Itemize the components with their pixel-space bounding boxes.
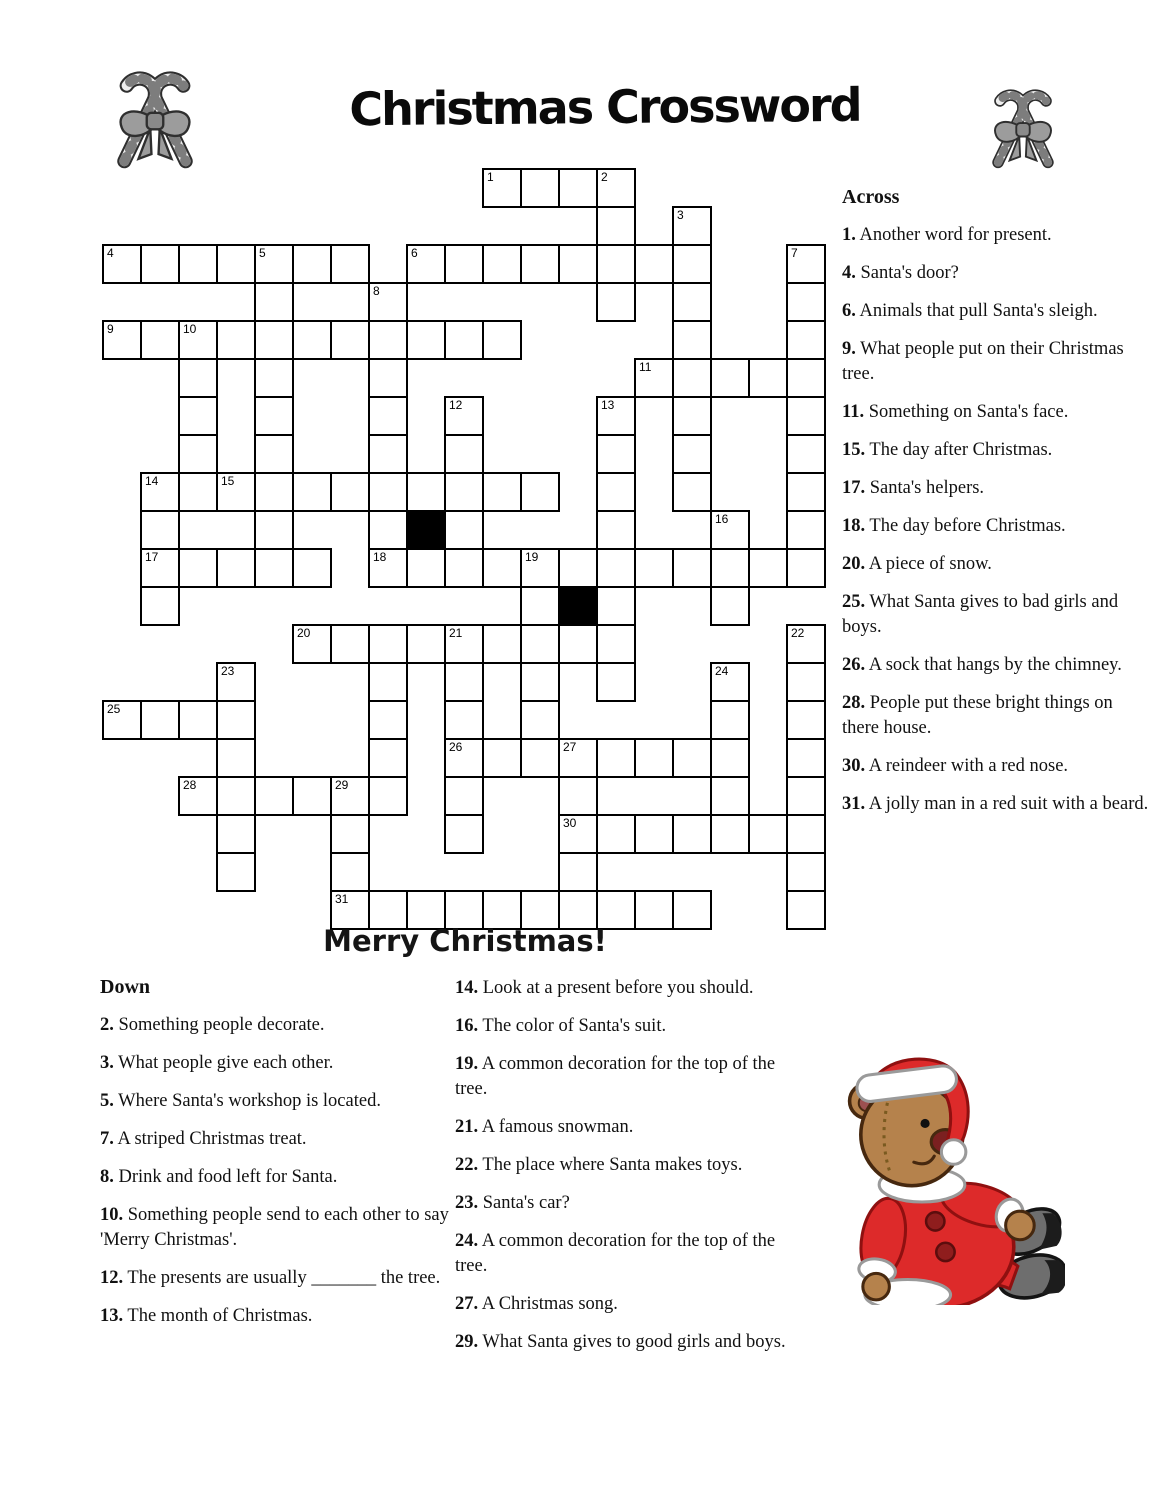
- cell-number: 11: [639, 360, 652, 374]
- clue-item: 1. Another word for present.: [842, 225, 1052, 245]
- clue-item: 21. A famous snowman.: [455, 1117, 634, 1137]
- blocked-cell: [406, 510, 446, 550]
- grid-cell[interactable]: [330, 776, 370, 816]
- grid-cell[interactable]: [520, 548, 560, 588]
- grid-cell[interactable]: [444, 472, 484, 512]
- grid-cell[interactable]: [634, 358, 674, 398]
- grid-cell[interactable]: [254, 472, 294, 512]
- grid-cell[interactable]: [330, 472, 370, 512]
- cell-number: 5: [259, 246, 266, 260]
- cell-number: 16: [715, 512, 729, 526]
- grid-cell[interactable]: [368, 396, 408, 436]
- grid-cell[interactable]: [368, 358, 408, 398]
- grid-cell[interactable]: [482, 320, 522, 360]
- clue-item: 24. A common decoration for the top of the tree.: [455, 1231, 776, 1276]
- grid-cell[interactable]: [672, 548, 712, 588]
- grid-cell[interactable]: [254, 244, 294, 284]
- clue-item: 3. What people give each other.: [100, 1053, 334, 1073]
- grid-cell[interactable]: [368, 472, 408, 512]
- grid-cell[interactable]: [444, 738, 484, 778]
- cell-number: 1: [487, 170, 494, 184]
- grid-cell[interactable]: [710, 776, 750, 816]
- grid-cell[interactable]: [596, 206, 636, 246]
- grid-cell[interactable]: [786, 244, 826, 284]
- grid-cell[interactable]: [710, 358, 750, 398]
- grid-cell[interactable]: [672, 472, 712, 512]
- cell-number: 12: [449, 398, 463, 412]
- clue-item: 8. Drink and food left for Santa.: [100, 1167, 338, 1187]
- grid-cell[interactable]: [710, 510, 750, 550]
- grid-cell[interactable]: [406, 624, 446, 664]
- grid-cell[interactable]: [178, 700, 218, 740]
- grid-cell[interactable]: [596, 624, 636, 664]
- cell-number: 8: [373, 284, 380, 298]
- clue-item: 16. The color of Santa's suit.: [455, 1016, 667, 1036]
- cell-number: 28: [183, 778, 197, 792]
- grid-cell[interactable]: [786, 434, 826, 474]
- grid-cell[interactable]: [216, 548, 256, 588]
- grid-cell[interactable]: [786, 472, 826, 512]
- grid-cell[interactable]: [710, 700, 750, 740]
- cell-number: 24: [715, 664, 729, 678]
- cell-number: 31: [335, 892, 349, 906]
- clue-item: 19. A common decoration for the top of the tree.: [455, 1054, 776, 1099]
- cell-number: 26: [449, 740, 463, 754]
- cell-number: 22: [791, 626, 805, 640]
- cell-number: 7: [791, 246, 798, 260]
- grid-cell[interactable]: [216, 814, 256, 854]
- grid-cell[interactable]: [710, 814, 750, 854]
- cell-number: 23: [221, 664, 235, 678]
- cell-number: 2: [601, 170, 608, 184]
- grid-cell[interactable]: [368, 320, 408, 360]
- grid-cell[interactable]: [216, 320, 256, 360]
- clue-item: 12. The presents are usually _______ the tree.: [100, 1268, 441, 1288]
- grid-cell[interactable]: [596, 168, 636, 208]
- grid-cell[interactable]: [634, 738, 674, 778]
- cell-number: 19: [525, 550, 539, 564]
- grid-cell[interactable]: [330, 244, 370, 284]
- grid-cell[interactable]: [102, 244, 142, 284]
- grid-cell[interactable]: [672, 244, 712, 284]
- cell-number: 29: [335, 778, 349, 792]
- blocked-cell: [558, 586, 598, 626]
- grid-cell[interactable]: [634, 890, 674, 930]
- clue-item: 28. People put these bright things on there house.: [842, 693, 1113, 738]
- grid-cell[interactable]: [596, 396, 636, 436]
- grid-cell[interactable]: [482, 472, 522, 512]
- candy-canes-icon: [96, 55, 214, 178]
- grid-cell[interactable]: [368, 548, 408, 588]
- cell-number: 21: [449, 626, 463, 640]
- grid-cell[interactable]: [786, 548, 826, 588]
- grid-cell[interactable]: [634, 548, 674, 588]
- clue-item: 30. A reindeer with a red nose.: [842, 756, 1069, 776]
- grid-cell[interactable]: [368, 662, 408, 702]
- grid-cell[interactable]: [140, 700, 180, 740]
- grid-cell[interactable]: [672, 396, 712, 436]
- cell-number: 18: [373, 550, 387, 564]
- grid-cell[interactable]: [520, 624, 560, 664]
- grid-cell[interactable]: [520, 168, 560, 208]
- grid-cell[interactable]: [520, 586, 560, 626]
- grid-cell[interactable]: [444, 548, 484, 588]
- grid-cell[interactable]: [710, 738, 750, 778]
- grid-cell[interactable]: [292, 776, 332, 816]
- clue-item: 29. What Santa gives to good girls and boys.: [455, 1332, 786, 1352]
- grid-cell[interactable]: [368, 624, 408, 664]
- grid-cell[interactable]: [786, 814, 826, 854]
- grid-cell[interactable]: [368, 434, 408, 474]
- grid-cell[interactable]: [254, 548, 294, 588]
- grid-cell[interactable]: [178, 320, 218, 360]
- cell-number: 4: [107, 246, 114, 260]
- grid-cell[interactable]: [672, 434, 712, 474]
- grid-cell[interactable]: [520, 244, 560, 284]
- grid-cell[interactable]: [178, 244, 218, 284]
- grid-cell[interactable]: [102, 320, 142, 360]
- merry-christmas-text: Merry Christmas!: [323, 924, 607, 958]
- grid-cell[interactable]: [140, 472, 180, 512]
- teddy-bear-santa-icon: [830, 1050, 1065, 1310]
- grid-cell[interactable]: [596, 814, 636, 854]
- grid-cell[interactable]: [482, 548, 522, 588]
- clue-item: 17. Santa's helpers.: [842, 478, 985, 498]
- grid-cell[interactable]: [558, 738, 598, 778]
- cell-number: 6: [411, 246, 418, 260]
- grid-cell[interactable]: [520, 738, 560, 778]
- grid-cell[interactable]: [216, 700, 256, 740]
- grid-cell[interactable]: [292, 320, 332, 360]
- grid-cell[interactable]: [444, 662, 484, 702]
- grid-cell[interactable]: [140, 548, 180, 588]
- grid-cell[interactable]: [786, 358, 826, 398]
- across-header: Across: [842, 186, 900, 208]
- cell-number: 25: [107, 702, 121, 716]
- clue-item: 14. Look at a present before you should.: [455, 978, 754, 998]
- grid-cell[interactable]: [596, 548, 636, 588]
- grid-cell[interactable]: [596, 282, 636, 322]
- grid-cell[interactable]: [596, 472, 636, 512]
- grid-cell[interactable]: [634, 244, 674, 284]
- grid-cell[interactable]: [406, 548, 446, 588]
- clue-item: 23. Santa's car?: [455, 1193, 570, 1213]
- grid-cell[interactable]: [216, 738, 256, 778]
- cell-number: 17: [145, 550, 159, 564]
- clue-item: 2. Something people decorate.: [100, 1015, 325, 1035]
- grid-cell[interactable]: [558, 776, 598, 816]
- cell-number: 13: [601, 398, 615, 412]
- grid-cell[interactable]: [444, 396, 484, 436]
- grid-cell[interactable]: [140, 510, 180, 550]
- clue-item: 6. Animals that pull Santa's sleigh.: [842, 301, 1098, 321]
- down-clues-section-continued: [455, 976, 797, 1368]
- grid-cell[interactable]: [254, 776, 294, 816]
- grid-cell[interactable]: [178, 358, 218, 398]
- grid-cell[interactable]: [330, 320, 370, 360]
- grid-cell[interactable]: [672, 282, 712, 322]
- grid-cell[interactable]: [444, 624, 484, 664]
- grid-cell[interactable]: [140, 320, 180, 360]
- grid-cell[interactable]: [672, 814, 712, 854]
- grid-cell[interactable]: [178, 472, 218, 512]
- grid-cell[interactable]: [406, 320, 446, 360]
- grid-cell[interactable]: [444, 814, 484, 854]
- grid-cell[interactable]: [216, 662, 256, 702]
- grid-cell[interactable]: [596, 244, 636, 284]
- grid-cell[interactable]: [216, 472, 256, 512]
- cell-number: 3: [677, 208, 684, 222]
- grid-cell[interactable]: [786, 890, 826, 930]
- grid-cell[interactable]: [786, 320, 826, 360]
- grid-cell[interactable]: [102, 700, 142, 740]
- cell-number: 14: [145, 474, 159, 488]
- clue-item: 18. The day before Christmas.: [842, 516, 1066, 536]
- grid-cell[interactable]: [786, 662, 826, 702]
- grid-cell[interactable]: [672, 206, 712, 246]
- clue-item: 31. A jolly man in a red suit with a beard.: [842, 794, 1149, 814]
- grid-cell[interactable]: [558, 244, 598, 284]
- grid-cell[interactable]: [672, 358, 712, 398]
- clue-item: 11. Something on Santa's face.: [842, 402, 1069, 422]
- clue-item: 22. The place where Santa makes toys.: [455, 1155, 743, 1175]
- across-clues-section: [842, 186, 1154, 830]
- grid-cell[interactable]: [596, 738, 636, 778]
- grid-cell[interactable]: [482, 168, 522, 208]
- grid-cell[interactable]: [520, 472, 560, 512]
- grid-cell[interactable]: [558, 168, 598, 208]
- grid-cell[interactable]: [444, 776, 484, 816]
- grid-cell[interactable]: [710, 548, 750, 588]
- grid-cell[interactable]: [710, 662, 750, 702]
- grid-cell[interactable]: [254, 396, 294, 436]
- cell-number: 20: [297, 626, 311, 640]
- grid-cell[interactable]: [368, 700, 408, 740]
- candy-canes-icon: [975, 74, 1071, 179]
- grid-cell[interactable]: [368, 282, 408, 322]
- clue-item: 4. Santa's door?: [842, 263, 959, 283]
- grid-cell[interactable]: [254, 320, 294, 360]
- grid-cell[interactable]: [748, 548, 788, 588]
- cell-number: 27: [563, 740, 577, 754]
- clue-item: 20. A piece of snow.: [842, 554, 992, 574]
- grid-cell[interactable]: [558, 852, 598, 892]
- grid-cell[interactable]: [596, 434, 636, 474]
- grid-cell[interactable]: [520, 700, 560, 740]
- grid-cell[interactable]: [444, 700, 484, 740]
- grid-cell[interactable]: [748, 814, 788, 854]
- grid-cell[interactable]: [444, 510, 484, 550]
- cell-number: 9: [107, 322, 114, 336]
- grid-cell[interactable]: [140, 586, 180, 626]
- grid-cell[interactable]: [710, 586, 750, 626]
- grid-cell[interactable]: [292, 244, 332, 284]
- down-header: Down: [100, 976, 151, 998]
- grid-cell[interactable]: [558, 814, 598, 854]
- grid-cell[interactable]: [482, 738, 522, 778]
- grid-cell[interactable]: [368, 738, 408, 778]
- cell-number: 10: [183, 322, 197, 336]
- grid-cell[interactable]: [292, 472, 332, 512]
- grid-cell[interactable]: [558, 548, 598, 588]
- grid-cell[interactable]: [178, 548, 218, 588]
- grid-cell[interactable]: [178, 396, 218, 436]
- grid-cell[interactable]: [368, 510, 408, 550]
- clue-item: 5. Where Santa's workshop is located.: [100, 1091, 381, 1111]
- clue-item: 26. A sock that hangs by the chimney.: [842, 655, 1122, 675]
- grid-cell[interactable]: [254, 282, 294, 322]
- grid-cell[interactable]: [292, 548, 332, 588]
- grid-cell[interactable]: [330, 852, 370, 892]
- grid-cell[interactable]: [368, 776, 408, 816]
- clue-item: 13. The month of Christmas.: [100, 1306, 313, 1326]
- grid-cell[interactable]: [596, 586, 636, 626]
- grid-cell[interactable]: [330, 624, 370, 664]
- grid-cell[interactable]: [748, 358, 788, 398]
- grid-cell[interactable]: [634, 814, 674, 854]
- grid-cell[interactable]: [216, 244, 256, 284]
- grid-cell[interactable]: [444, 434, 484, 474]
- grid-cell[interactable]: [786, 852, 826, 892]
- cell-number: 30: [563, 816, 577, 830]
- grid-cell[interactable]: [216, 852, 256, 892]
- grid-cell[interactable]: [520, 662, 560, 702]
- grid-cell[interactable]: [444, 320, 484, 360]
- clue-item: 15. The day after Christmas.: [842, 440, 1053, 460]
- clue-item: 10. Something people send to each other to say 'Merry Christmas'.: [100, 1205, 449, 1250]
- grid-cell[interactable]: [482, 244, 522, 284]
- grid-cell[interactable]: [786, 396, 826, 436]
- grid-cell[interactable]: [672, 738, 712, 778]
- grid-cell[interactable]: [406, 244, 446, 284]
- grid-cell[interactable]: [558, 624, 598, 664]
- cell-number: 15: [221, 474, 235, 488]
- grid-cell[interactable]: [786, 738, 826, 778]
- grid-cell[interactable]: [596, 662, 636, 702]
- down-clue-list-col1: [100, 1013, 450, 1329]
- grid-cell[interactable]: [786, 624, 826, 664]
- grid-cell[interactable]: [444, 244, 484, 284]
- grid-cell[interactable]: [140, 244, 180, 284]
- grid-cell[interactable]: [786, 510, 826, 550]
- grid-cell[interactable]: [178, 776, 218, 816]
- grid-cell[interactable]: [482, 624, 522, 664]
- crossword-grid: [102, 168, 828, 932]
- grid-cell[interactable]: [672, 320, 712, 360]
- grid-cell[interactable]: [786, 700, 826, 740]
- page-title: Christmas Crossword: [349, 77, 861, 137]
- grid-cell[interactable]: [786, 776, 826, 816]
- clue-item: 27. A Christmas song.: [455, 1294, 618, 1314]
- down-clues-section: [100, 976, 450, 1342]
- grid-cell[interactable]: [596, 510, 636, 550]
- grid-cell[interactable]: [254, 510, 294, 550]
- grid-cell[interactable]: [254, 434, 294, 474]
- clue-item: 25. What Santa gives to bad girls and boys.: [842, 592, 1119, 637]
- clue-item: 9. What people put on their Christmas tree.: [842, 339, 1124, 384]
- down-clue-list-col2: [455, 976, 797, 1355]
- clue-item: 7. A striped Christmas treat.: [100, 1129, 307, 1149]
- grid-cell[interactable]: [672, 890, 712, 930]
- grid-cell[interactable]: [254, 358, 294, 398]
- grid-cell[interactable]: [292, 624, 332, 664]
- grid-cell[interactable]: [786, 282, 826, 322]
- across-clue-list: [842, 223, 1154, 817]
- grid-cell[interactable]: [330, 814, 370, 854]
- grid-cell[interactable]: [178, 434, 218, 474]
- grid-cell[interactable]: [216, 776, 256, 816]
- grid-cell[interactable]: [406, 472, 446, 512]
